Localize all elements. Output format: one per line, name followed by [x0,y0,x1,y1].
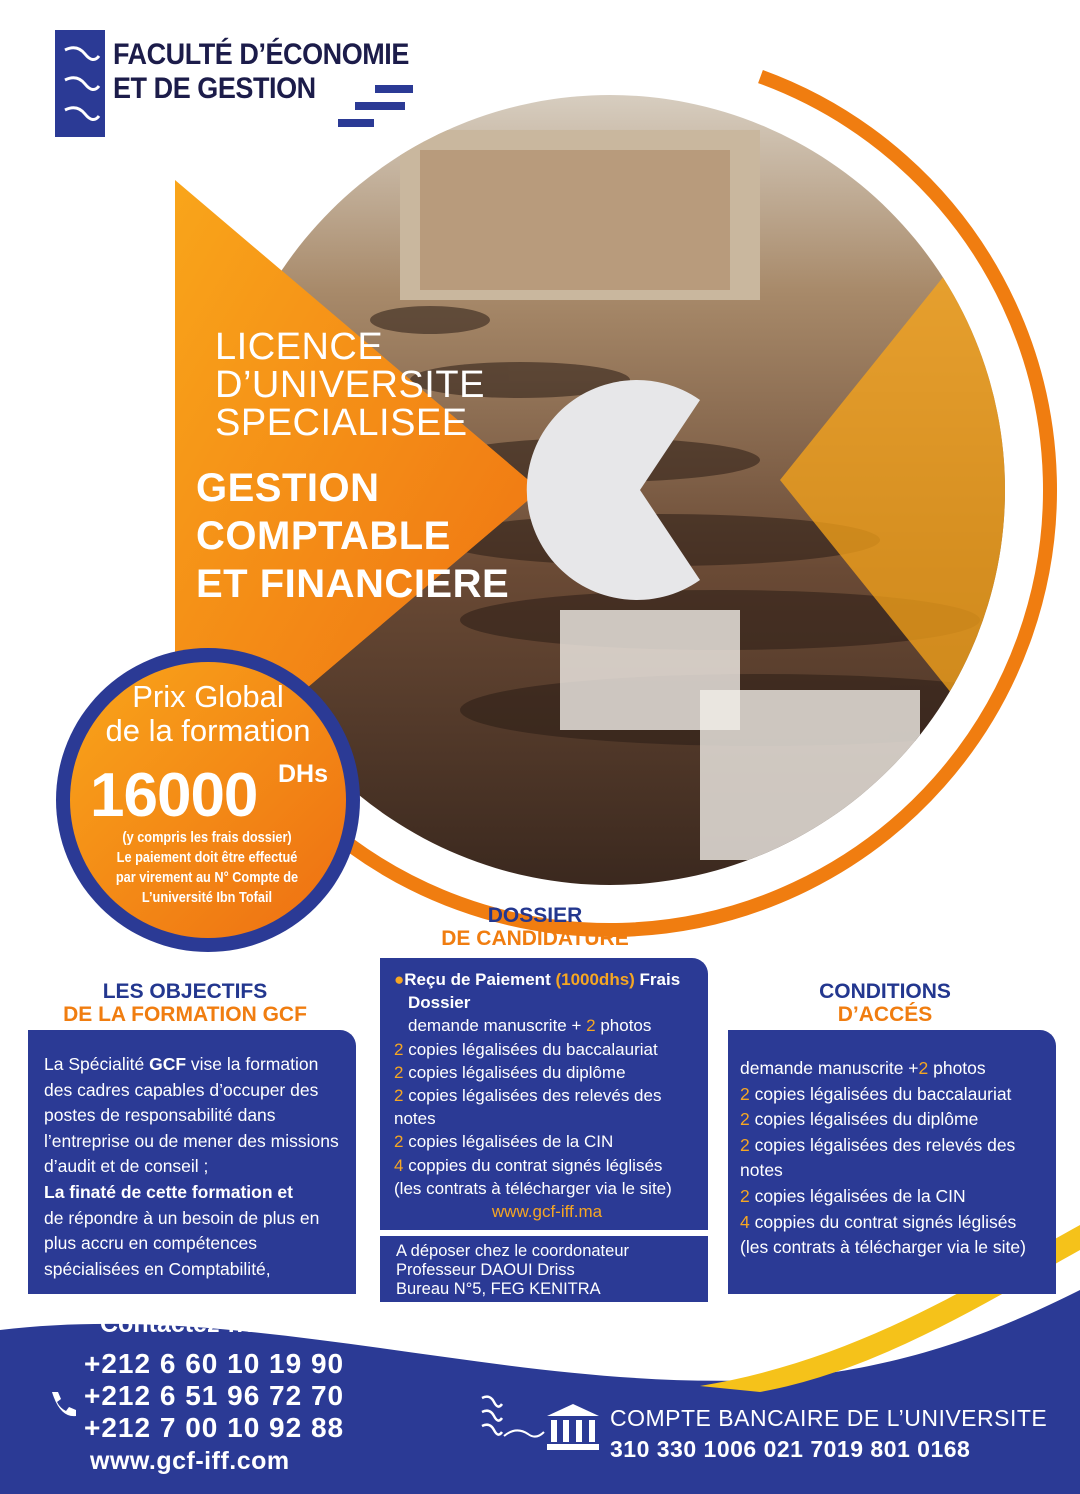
price-note2: Le paiement doit être effectué [116,849,298,866]
recu-b: (1000dhs) [555,970,635,989]
item-number: 2 [394,1039,404,1059]
objectifs-p1b: GCF [149,1054,187,1074]
item-text2: photos [928,1058,986,1078]
item-text: coppies du contrat signés léglisés [749,1211,1017,1232]
item-number: 4 [394,1155,404,1175]
program-title [196,464,509,608]
item-text: coppies du contrat signés léglisés [403,1155,663,1175]
dossier-head1: DOSSIER [487,904,583,927]
dossier-website-link[interactable]: www.gcf-iff.ma [491,1202,603,1222]
program-degree [215,328,485,442]
dossier-text [394,968,700,1223]
item-text: copies légalisées des relevés des notes [740,1134,1016,1181]
item-text: copies légalisées du baccalauriat [749,1083,1012,1104]
list-item [394,1154,700,1177]
title-line1: GESTION [196,466,380,510]
list-item [394,1014,700,1037]
item-number: 2 [394,1132,404,1152]
list-item [394,1084,700,1130]
item-number: 2 [740,1134,750,1155]
price-note4: L’université Ibn Tofail [141,889,273,906]
title-line3: ET FINANCIERE [196,562,510,606]
item-number: 2 [740,1109,750,1130]
download-note: (les contrats à télécharger via le site) [394,1178,672,1198]
conditions-head1: CONDITIONS [819,980,951,1003]
item-text: copies légalisées du baccalauriat [403,1039,658,1059]
header-dash [338,119,374,127]
conditions-heading [770,980,1000,1026]
item-text2: photos [595,1016,652,1036]
list-item [394,1038,700,1061]
objectifs-p2a: La finaté de cette formation et [44,1181,293,1202]
price-label1: Prix Global [132,679,284,714]
dossier-heading [420,904,650,950]
download-note: (les contrats à télécharger via le site) [740,1237,1026,1258]
item-text: copies légalisées des relevés des notes [394,1086,662,1129]
header-dash [375,85,413,93]
item-number: 2 [394,1086,404,1106]
faculty-logo [55,30,105,137]
list-item [740,1210,1046,1236]
item-number: 2 [740,1083,750,1104]
contact-website-link[interactable]: www.gcf-iff.com [90,1447,290,1475]
bank-label: COMPTE BANCAIRE DE L’UNIVERSITE [610,1405,1048,1431]
title-line2: COMPTABLE [196,514,451,558]
deposit-box [380,1236,708,1302]
phone-number[interactable]: +212 6 51 96 72 70 [84,1380,345,1411]
item-number: 4 [740,1211,750,1232]
phone-number[interactable]: +212 7 00 10 92 88 [84,1412,345,1443]
price-note [108,828,307,908]
item-number: 2 [918,1058,929,1078]
dossier-head2: DE CANDIDATURE [441,927,629,950]
objectifs-p2b: de répondre à un besoin de plus en plus accru en compétences spécialisées en Comptabilité, [44,1207,320,1279]
objectifs-head1: LES OBJECTIFS [102,980,268,1003]
list-item [740,1082,1046,1108]
objectifs-p1a: La Spécialité [44,1054,150,1074]
faculty-line1: FACULTÉ D’ÉCONOMIE [113,38,409,71]
deposit-line1: A déposer chez le coordonateur [396,1242,629,1260]
conditions-head2: D’ACCÉS [837,1003,933,1026]
price-unit: DHs [278,760,329,788]
degree-line2: D’UNIVERSITE [215,364,485,406]
item-number: 2 [394,1062,404,1082]
price-note3: par virement au N° Compte de [115,869,299,886]
deposit-text [396,1242,629,1299]
recu-c: Frais [634,970,681,989]
item-text: demande manuscrite + [740,1058,919,1078]
price-label [70,680,346,748]
deposit-line2: Professeur DAOUI Driss [396,1261,575,1279]
item-text: copies légalisées du diplôme [749,1109,979,1130]
objectifs-text [44,1052,344,1282]
item-number: 2 [740,1185,750,1206]
logo-wave-icon [55,30,105,137]
price-amount: 16000 [90,761,258,830]
list-item [740,1056,1046,1082]
phone-icon [46,1386,78,1418]
item-text: copies légalisées de la CIN [403,1132,614,1152]
bank-building-icon [545,1402,601,1452]
recu-d: Dossier [408,993,471,1013]
list-item [394,1130,700,1153]
item-text: copies légalisées de la CIN [749,1185,966,1206]
university-logo-icon [478,1392,548,1452]
bank-account-number: 310 330 1006 021 7019 801 0168 [610,1436,971,1462]
contact-title: Contactez-nous [100,1310,288,1338]
degree-line3: SPECIALISEE [215,402,468,444]
bullet-icon: ● [394,970,405,989]
list-item [740,1133,1046,1184]
conditions-box [728,1030,1056,1294]
price-label2: de la formation [105,713,311,748]
objectifs-heading [30,980,340,1026]
item-text: copies légalisées du diplôme [403,1062,626,1082]
phone-number[interactable]: +212 6 60 10 19 90 [84,1348,345,1379]
dossier-box [380,958,708,1230]
objectifs-p1c: vise la formation des cadres capables d’occuper des postes de responsabilité dans l’entreprise ou de mener des missions d’audit et de conseil ; [44,1054,339,1177]
recu-a: Reçu de Paiement [404,970,556,989]
objectifs-box [28,1030,356,1294]
list-item [740,1107,1046,1133]
price-note1: (y compris les frais dossier) [122,829,292,846]
list-item [740,1184,1046,1210]
item-text: demande manuscrite + [408,1016,587,1036]
item-number: 2 [586,1016,596,1036]
deposit-line3: Bureau N°5, FEG KENITRA [396,1280,601,1298]
list-item [394,1061,700,1084]
conditions-text [740,1056,1046,1261]
header-dash [355,102,405,110]
faculty-name [113,38,409,106]
dossier-recu [394,968,700,991]
degree-line1: LICENCE [215,326,384,368]
objectifs-head2: DE LA FORMATION GCF [63,1003,307,1026]
faculty-line2: ET DE GESTION [113,72,316,105]
